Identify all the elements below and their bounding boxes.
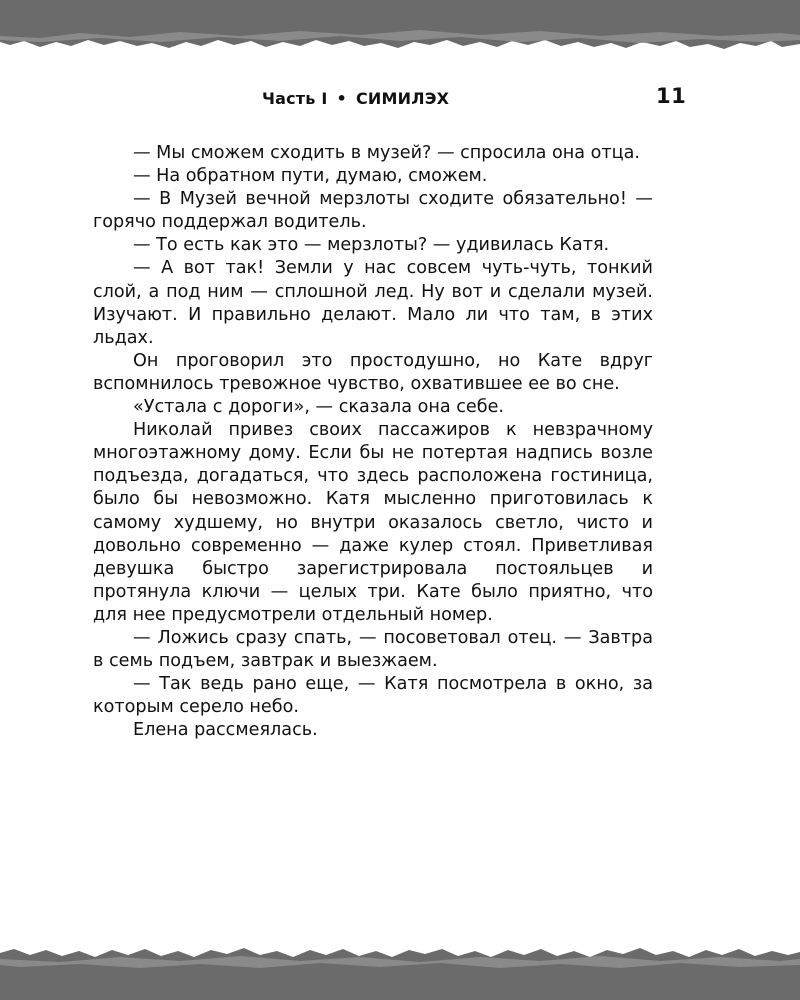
paragraph: «Устала с дороги», — сказала она себе. [133, 397, 504, 418]
part-label: Часть I [262, 88, 328, 108]
paragraph: Он проговорил это простодушно, но Кате вдруг вспомнилось тревожное чувство, охватившее ее во сне. [93, 350, 653, 394]
paragraph: — Ложись сразу спать, — посоветовал отец. — Завтра в семь подъем, завтрак и выезжаем. [93, 627, 653, 672]
top-decorative-band [0, 0, 800, 62]
bottom-decorative-band [0, 935, 800, 1000]
paragraph: — Так ведь рано еще, — Катя посмотрела в окно, за которым серело небо. [93, 674, 653, 718]
paragraph: — А вот так! Земли у нас совсем чуть-чуть, тонкий слой, а под ним — сплошной лед. Ну вот и сделали музей. Изучают. И правильно делают. Мало ли что там, в этих льдах. [93, 258, 653, 348]
paragraph: — В Музей вечной мерзлоты сходите обязательно! — горячо поддержал водитель. [93, 189, 653, 233]
paragraph: Николай привез своих пассажиров к невзрачному многоэтажному дому. Если бы не потертая надпись возле подъезда, догадаться, что здесь расположена гостиница, было бы невозможно. Катя мысленно приготовилась к самому худшему, но внутри оказалось светло, чисто и довольно современно — даже кулер стоял. Приветливая девушка быстро зарегистрировала постояльцев и протянула ключи — целых три. Кате было приятно, что для нее предусмотрели отдельный номер. [93, 420, 653, 625]
paragraph: — На обратном пути, думаю, сможем. [133, 166, 488, 187]
paragraph: Елена рассмеялась. [133, 720, 318, 741]
body-text [93, 142, 653, 742]
page-number: 11 [656, 84, 687, 108]
paragraph: — Мы сможем сходить в музей? — спросила она отца. [133, 143, 640, 163]
running-head [262, 86, 449, 110]
chapter-title: СИМИЛЭХ [355, 88, 450, 108]
bullet-separator: • [336, 88, 347, 108]
paragraph: — То есть как это — мерзлоты? — удивилась Катя. [133, 235, 610, 256]
